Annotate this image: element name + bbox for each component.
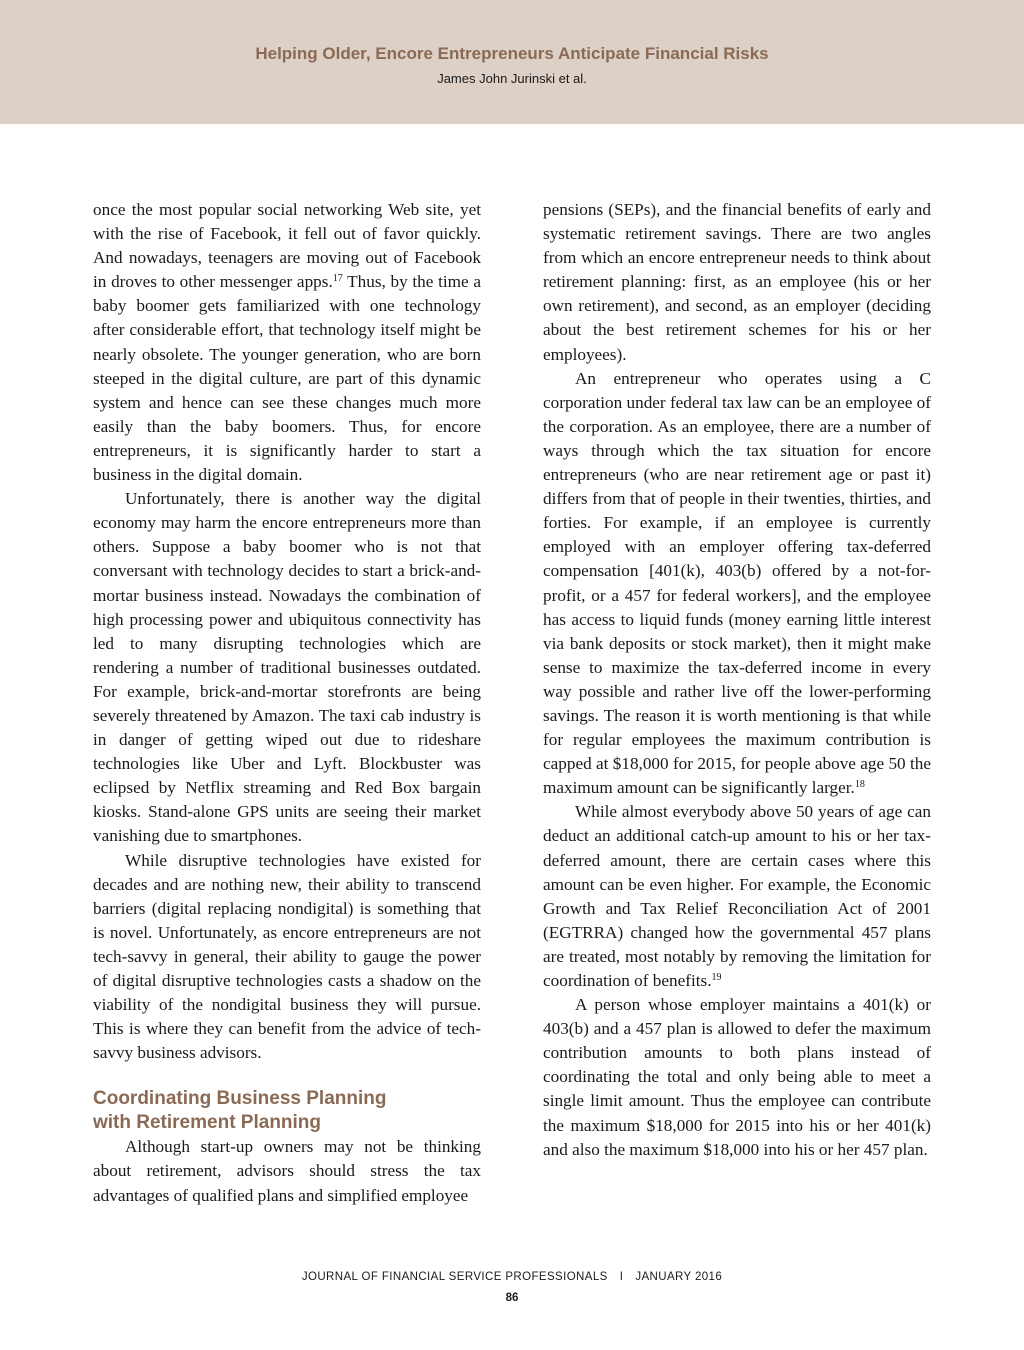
- issue-date: JANUARY 2016: [635, 1271, 723, 1283]
- body-paragraph: pensions (SEPs), and the financial benefits of early and systematic retirement savings. There are two angles from which an encore entrepreneur needs to think about retirement planning: first, as an employee (his or her own retirement), and second, as an employer (deciding about the best retirement schemes for his or her employees).: [543, 200, 931, 364]
- body-paragraph: A person whose employer maintains a 401(k) or 403(b) and a 457 plan is allowed to defer the maximum contribution amounts to both plans instead of coordinating the total and only being able to meet a single limit amount. Thus the employee can contribute the maximum $18,000 for 2015 into his or her 401(k) and also the maximum $18,000 into his or her 457 plan.: [543, 995, 931, 1159]
- body-paragraph: Although start-up owners may not be thinking about retirement, advisors should stress the tax advantages of qualified plans and simplified employee: [93, 1137, 481, 1205]
- body-paragraph: An entrepreneur who operates using a C corporation under federal tax law can be an employee of the corporation. As an employee, there are a number of ways through which the tax situation for encore entrepreneurs (who are near retirement age or past it) differs from that of people in their twenties, thirties, and forties. For example, if an employee is currently employed with an employer offering tax-deferred compensation [401(k), 403(b) offered by a not-for-profit, or a 457 for federal workers], and the employee has access to liquid funds (money earning little interest via bank deposits or stock market), then it might make sense to maximize the tax-deferred income in every way possible and rather live off the lower-performing savings. The reason it is worth mentioning is that while for regular employees the maximum contribution is capped at $18,000 for 2015, for people above age 50 the maximum amount can be significantly larger.$^{18}$: [543, 368, 931, 798]
- footer-journal-line: [0, 1271, 1024, 1283]
- footnote-ref: 17: [332, 273, 343, 285]
- running-header-title: Helping Older, Encore Entrepreneurs Anticipate Financial Risks: [255, 44, 769, 63]
- left-column: [93, 198, 481, 1208]
- footnote-ref: 18: [854, 779, 865, 791]
- right-column: [543, 198, 931, 1162]
- running-header-author: James John Jurinski et al.: [437, 71, 587, 86]
- journal-name: JOURNAL OF FINANCIAL SERVICE PROFESSIONALS: [301, 1271, 608, 1283]
- body-paragraph: Unfortunately, there is another way the digital economy may harm the encore entrepreneurs more than others. Suppose a baby boomer who is not that conversant with technology decides to start a brick-and-mortar business instead. Nowadays the combination of high processing power and ubiquitous connectivity has led to many disrupting technologies which are rendering a number of traditional businesses outdated. For example, brick-and-mortar storefronts are being severely threatened by Amazon. The taxi cab industry is in danger of getting wiped out due to rideshare technologies like Uber and Lyft. Blockbuster was eclipsed by Netflix streaming and Red Box bargain kiosks. Stand-alone GPS units are seeing their market vanishing due to smartphones.: [93, 489, 481, 846]
- page-number: 86: [505, 1292, 519, 1304]
- footnote-ref: 19: [711, 972, 722, 983]
- body-paragraph: While almost everybody above 50 years of age can deduct an additional catch-up amount to his or her tax-deferred amount, there are certain cases where this amount can be even higher. For example, the Economic Growth and Tax Relief Reconciliation Act of 2001 (EGTRRA) changed how the governmental 457 plans are treated, most notably by removing the limitation for coordination of benefits.$^{19}$: [543, 802, 931, 990]
- body-paragraph: While disruptive technologies have existed for decades and are nothing new, their ability to transcend barriers (digital replacing nondigital) is something that is novel. Unfortunately, as encore entrepreneurs are not tech-savvy in general, their ability to gauge the power of digital disruptive technologies casts a shadow on the viability of the nondigital business they will pursue. This is where they can benefit from the advice of tech-savvy business advisors.: [93, 850, 481, 1063]
- body-paragraph: once the most popular social networking Web site, yet with the rise of Facebook, it fell out of favor quickly. And nowadays, teenagers are moving out of Facebook in droves to other messenger apps.$^{17}$ Thus, by the time a baby boomer gets familiarized with one technology after considerable effort, that technology itself might be nearly obsolete. The younger generation, who are born steeped in the digital culture, are part of this dynamic system and hence can see these changes much more easily than the baby boomers. Thus, for encore entrepreneurs, it is significantly harder to start a business in the digital domain.: [93, 200, 481, 485]
- section-heading: Coordinating Business Planning with Retirement Planning: [93, 1088, 387, 1134]
- footer-separator: I: [619, 1271, 624, 1283]
